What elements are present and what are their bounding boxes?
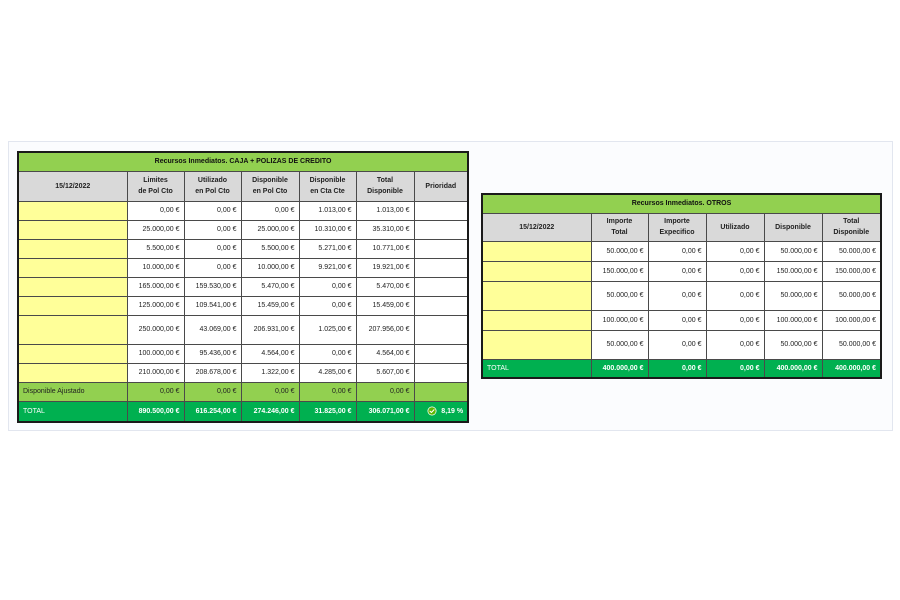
cell-prioridad[interactable]	[414, 344, 468, 363]
col-header-utilizado: Utilizado	[706, 213, 764, 241]
cell-prioridad[interactable]	[414, 277, 468, 296]
row-label-cell[interactable]	[18, 201, 127, 220]
adjusted-prioridad-cell[interactable]	[414, 382, 468, 401]
total-prioridad-cell[interactable]	[414, 401, 468, 422]
cell-disponible[interactable]: 150.000,00 €	[764, 261, 822, 281]
cell-disponible-pol[interactable]: 4.564,00 €	[241, 344, 299, 363]
check-circle-icon	[427, 406, 437, 416]
total-cell[interactable]: 400.000,00 €	[764, 359, 822, 378]
table-row	[482, 310, 881, 330]
cell-disponible-pol[interactable]: 25.000,00 €	[241, 220, 299, 239]
col-header-disponible-cta: Disponible en Cta Cte	[299, 171, 356, 201]
col-header-disponible: Disponible	[764, 213, 822, 241]
row-label-cell[interactable]	[18, 363, 127, 382]
col-header-total-disponible: Total Disponible	[356, 171, 414, 201]
cell-utilizado[interactable]: 0,00 €	[706, 310, 764, 330]
otros-table	[481, 193, 882, 379]
cell-disponible[interactable]: 50.000,00 €	[764, 281, 822, 310]
cell-limites[interactable]: 210.000,00 €	[127, 363, 184, 382]
cell-disponible[interactable]: 100.000,00 €	[764, 310, 822, 330]
cell-utilizado[interactable]: 159.530,00 €	[184, 277, 241, 296]
cell-disponible-pol[interactable]: 206.931,00 €	[241, 315, 299, 344]
table-row	[18, 344, 468, 363]
cell-disponible-cta[interactable]: 10.310,00 €	[299, 220, 356, 239]
table-title: Recursos Inmediatos. OTROS	[482, 194, 881, 213]
cell-prioridad[interactable]	[414, 315, 468, 344]
table-row	[482, 241, 881, 261]
cell-disponible-pol[interactable]: 5.470,00 €	[241, 277, 299, 296]
col-header-prioridad: Prioridad	[414, 171, 468, 201]
cell-limites[interactable]: 25.000,00 €	[127, 220, 184, 239]
cell-utilizado[interactable]: 0,00 €	[706, 330, 764, 359]
adjusted-cell[interactable]: 0,00 €	[184, 382, 241, 401]
total-cell[interactable]: 400.000,00 €	[822, 359, 881, 378]
cell-total-disponible[interactable]: 5.470,00 €	[356, 277, 414, 296]
total-cell[interactable]: 890.500,00 €	[127, 401, 184, 422]
total-cell[interactable]: 400.000,00 €	[591, 359, 648, 378]
col-header-disponible-pol: Disponible en Pol Cto	[241, 171, 299, 201]
cell-total-disponible[interactable]: 10.771,00 €	[356, 239, 414, 258]
cell-total-disponible[interactable]: 19.921,00 €	[356, 258, 414, 277]
cell-disponible-cta[interactable]: 9.921,00 €	[299, 258, 356, 277]
date-header: 15/12/2022	[482, 213, 591, 241]
cell-total-disponible[interactable]: 15.459,00 €	[356, 296, 414, 315]
cell-utilizado[interactable]: 43.069,00 €	[184, 315, 241, 344]
date-header: 15/12/2022	[18, 171, 127, 201]
cell-total-disponible[interactable]: 5.607,00 €	[356, 363, 414, 382]
cell-importe-expecifico[interactable]: 0,00 €	[648, 330, 706, 359]
table-row	[18, 363, 468, 382]
cell-limites[interactable]: 10.000,00 €	[127, 258, 184, 277]
cell-limites[interactable]: 100.000,00 €	[127, 344, 184, 363]
row-label-cell[interactable]	[18, 296, 127, 315]
col-header-importe-total: Importe Total	[591, 213, 648, 241]
cell-disponible-pol[interactable]: 5.500,00 €	[241, 239, 299, 258]
table-row	[18, 239, 468, 258]
row-label-cell[interactable]	[482, 330, 591, 359]
cell-limites[interactable]: 250.000,00 €	[127, 315, 184, 344]
adjusted-row	[18, 382, 468, 401]
cell-total-disponible[interactable]: 150.000,00 €	[822, 261, 881, 281]
cell-prioridad[interactable]	[414, 201, 468, 220]
table-row	[482, 261, 881, 281]
cell-disponible-pol[interactable]: 10.000,00 €	[241, 258, 299, 277]
table-row	[482, 281, 881, 310]
cell-total-disponible[interactable]: 4.564,00 €	[356, 344, 414, 363]
adjusted-cell[interactable]: 0,00 €	[356, 382, 414, 401]
cell-importe-total[interactable]: 50.000,00 €	[591, 281, 648, 310]
table-row	[18, 258, 468, 277]
cell-total-disponible[interactable]: 50.000,00 €	[822, 281, 881, 310]
cell-prioridad[interactable]	[414, 296, 468, 315]
total-label: TOTAL	[482, 359, 591, 378]
cell-importe-expecifico[interactable]: 0,00 €	[648, 261, 706, 281]
cell-importe-total[interactable]: 50.000,00 €	[591, 330, 648, 359]
total-row	[482, 359, 881, 378]
cell-disponible-cta[interactable]: 4.285,00 €	[299, 363, 356, 382]
adjusted-cell[interactable]: 0,00 €	[127, 382, 184, 401]
cell-disponible-cta[interactable]: 5.271,00 €	[299, 239, 356, 258]
row-label-cell[interactable]	[482, 261, 591, 281]
cell-utilizado[interactable]: 95.436,00 €	[184, 344, 241, 363]
cell-total-disponible[interactable]: 207.956,00 €	[356, 315, 414, 344]
cell-utilizado[interactable]: 0,00 €	[706, 241, 764, 261]
cell-disponible-cta[interactable]: 1.013,00 €	[299, 201, 356, 220]
cell-utilizado[interactable]: 208.678,00 €	[184, 363, 241, 382]
row-label-cell[interactable]	[482, 281, 591, 310]
row-label-cell[interactable]	[18, 344, 127, 363]
total-label: TOTAL	[18, 401, 127, 422]
cell-total-disponible[interactable]: 100.000,00 €	[822, 310, 881, 330]
cell-disponible-pol[interactable]: 1.322,00 €	[241, 363, 299, 382]
cell-utilizado[interactable]: 0,00 €	[706, 281, 764, 310]
row-label-cell[interactable]	[18, 258, 127, 277]
table-row	[18, 296, 468, 315]
total-cell[interactable]: 616.254,00 €	[184, 401, 241, 422]
cell-utilizado[interactable]: 0,00 €	[184, 239, 241, 258]
cell-total-disponible[interactable]: 35.310,00 €	[356, 220, 414, 239]
cell-disponible-pol[interactable]: 0,00 €	[241, 201, 299, 220]
cell-prioridad[interactable]	[414, 258, 468, 277]
table-row	[18, 315, 468, 344]
total-row	[18, 401, 468, 422]
total-cell[interactable]: 306.071,00 €	[356, 401, 414, 422]
cell-limites[interactable]: 0,00 €	[127, 201, 184, 220]
cell-utilizado[interactable]: 0,00 €	[184, 220, 241, 239]
cell-importe-expecifico[interactable]: 0,00 €	[648, 241, 706, 261]
cell-disponible[interactable]: 50.000,00 €	[764, 241, 822, 261]
cell-limites[interactable]: 125.000,00 €	[127, 296, 184, 315]
table-row	[482, 330, 881, 359]
table-title: Recursos Inmediatos. CAJA + POLIZAS DE CREDITO	[18, 152, 468, 171]
adjusted-cell[interactable]: 0,00 €	[299, 382, 356, 401]
priority-percent: 8,19 %	[441, 407, 464, 415]
row-label-cell[interactable]	[482, 241, 591, 261]
cell-limites[interactable]: 165.000,00 €	[127, 277, 184, 296]
cell-prioridad[interactable]	[414, 239, 468, 258]
total-cell[interactable]: 274.246,00 €	[241, 401, 299, 422]
col-header-total-disponible: Total Disponible	[822, 213, 881, 241]
table-row	[18, 220, 468, 239]
adjusted-label: Disponible Ajustado	[18, 382, 127, 401]
cell-importe-total[interactable]: 100.000,00 €	[591, 310, 648, 330]
cell-utilizado[interactable]: 109.541,00 €	[184, 296, 241, 315]
row-label-cell[interactable]	[482, 310, 591, 330]
cell-utilizado[interactable]: 0,00 €	[184, 201, 241, 220]
total-cell[interactable]: 0,00 €	[648, 359, 706, 378]
cell-disponible-cta[interactable]: 0,00 €	[299, 277, 356, 296]
cell-disponible-cta[interactable]: 0,00 €	[299, 296, 356, 315]
table-row	[18, 277, 468, 296]
total-cell[interactable]: 0,00 €	[706, 359, 764, 378]
cell-disponible-cta[interactable]: 0,00 €	[299, 344, 356, 363]
cell-limites[interactable]: 5.500,00 €	[127, 239, 184, 258]
cell-disponible-pol[interactable]: 15.459,00 €	[241, 296, 299, 315]
cell-importe-total[interactable]: 50.000,00 €	[591, 241, 648, 261]
caja-polizas-table	[17, 151, 469, 423]
cell-disponible[interactable]: 50.000,00 €	[764, 330, 822, 359]
row-label-cell[interactable]	[18, 239, 127, 258]
cell-disponible-cta[interactable]: 1.025,00 €	[299, 315, 356, 344]
cell-importe-total[interactable]: 150.000,00 €	[591, 261, 648, 281]
cell-total-disponible[interactable]: 50.000,00 €	[822, 241, 881, 261]
table-row	[18, 201, 468, 220]
row-label-cell[interactable]	[18, 315, 127, 344]
cell-utilizado[interactable]: 0,00 €	[706, 261, 764, 281]
row-label-cell[interactable]	[18, 277, 127, 296]
cell-prioridad[interactable]	[414, 363, 468, 382]
col-header-importe-expecifico: Importe Expecifico	[648, 213, 706, 241]
col-header-utilizado: Utilizado en Pol Cto	[184, 171, 241, 201]
cell-prioridad[interactable]	[414, 220, 468, 239]
cell-total-disponible[interactable]: 50.000,00 €	[822, 330, 881, 359]
row-label-cell[interactable]	[18, 220, 127, 239]
total-cell[interactable]: 31.825,00 €	[299, 401, 356, 422]
cell-utilizado[interactable]: 0,00 €	[184, 258, 241, 277]
cell-importe-expecifico[interactable]: 0,00 €	[648, 281, 706, 310]
col-header-limites: Limites de Pol Cto	[127, 171, 184, 201]
cell-total-disponible[interactable]: 1.013,00 €	[356, 201, 414, 220]
cell-importe-expecifico[interactable]: 0,00 €	[648, 310, 706, 330]
adjusted-cell[interactable]: 0,00 €	[241, 382, 299, 401]
